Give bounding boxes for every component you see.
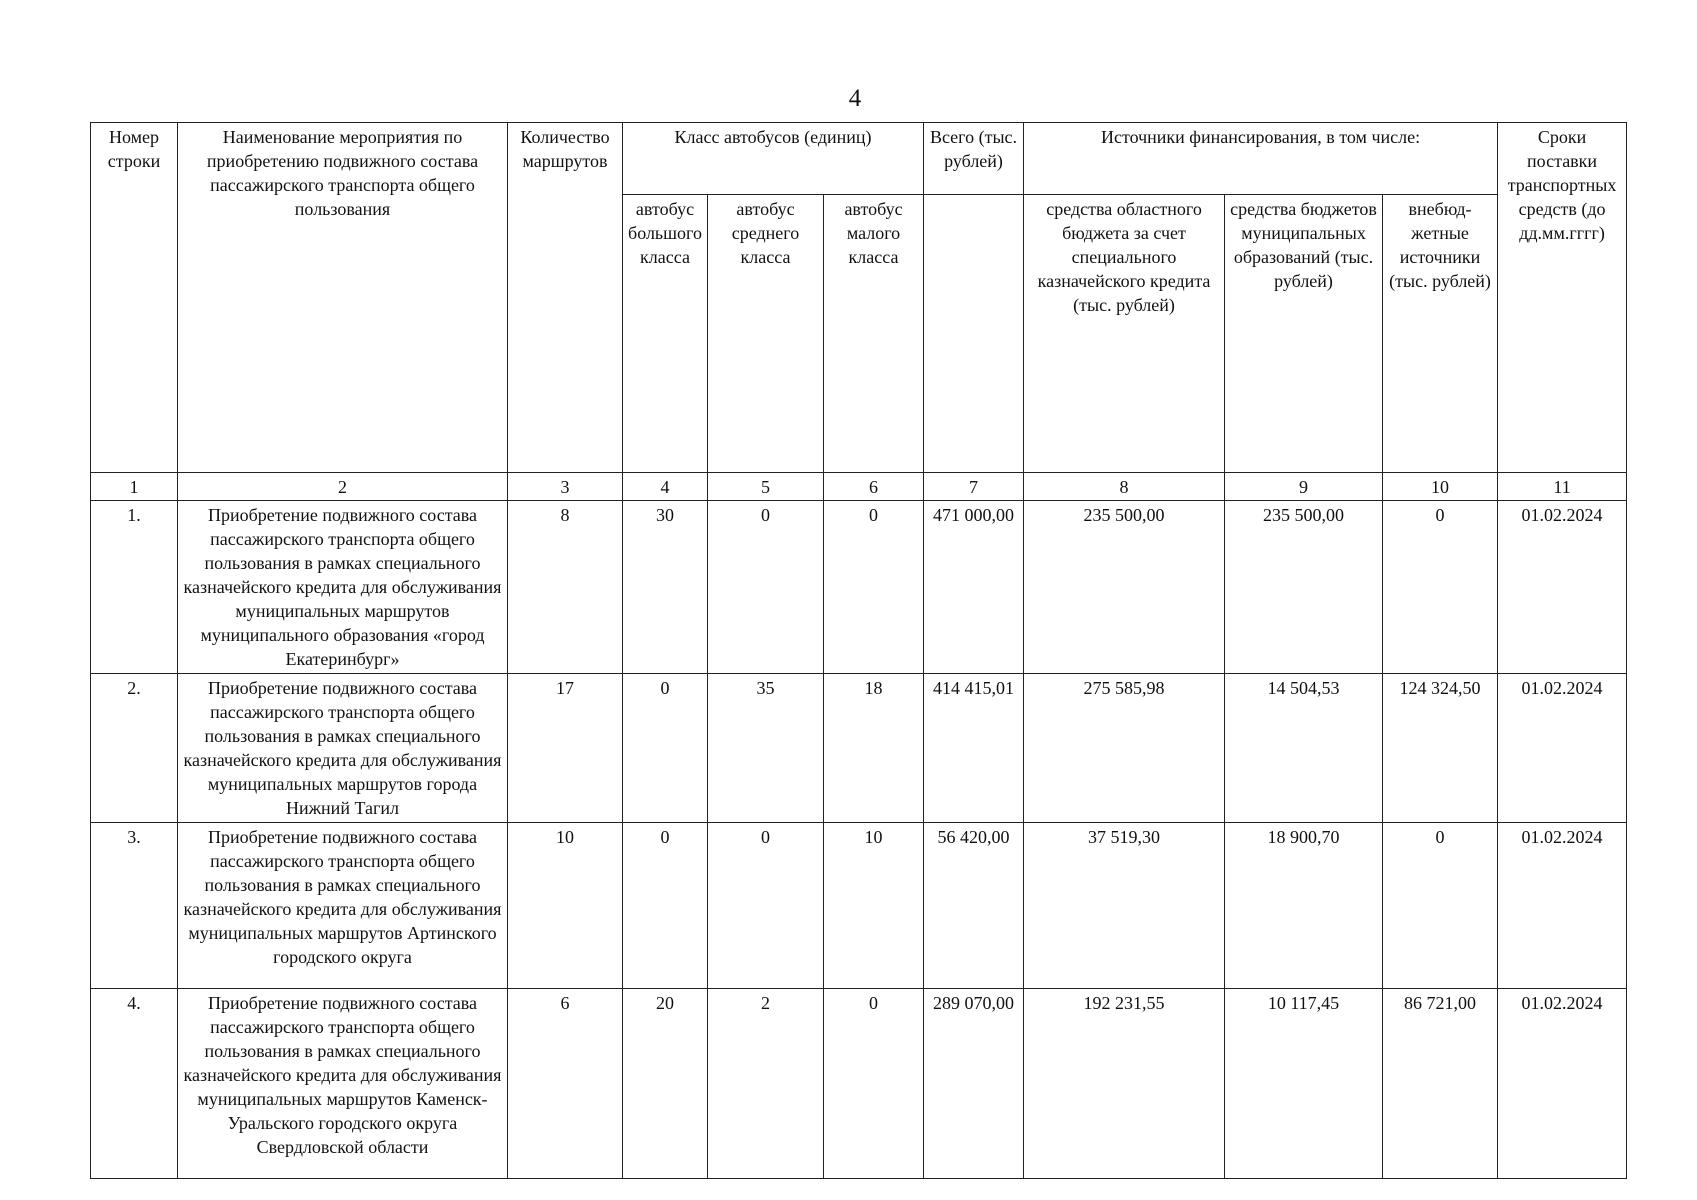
routes-count: 6: [508, 989, 623, 1179]
event-name: Приобретение подвижного состава пассажирского транспорта общего пользования в рамках специального казначейского кредита для обслуживания муниципальных маршрутов муниципального образования «город Екатеринбург»: [178, 501, 508, 674]
header-funding-sources: Источники финансирования, в том числе:: [1024, 123, 1498, 195]
bus-procurement-table: [90, 122, 1627, 1179]
column-number: 6: [824, 473, 924, 501]
table-row: [91, 989, 1627, 1179]
row-number: 4.: [91, 989, 178, 1179]
extrabudgetary-amount: 86 721,00: [1383, 989, 1498, 1179]
regional-budget-amount: 37 519,30: [1024, 823, 1225, 989]
table-row: [91, 823, 1627, 989]
extrabudgetary-amount: 124 324,50: [1383, 674, 1498, 823]
column-number: 4: [623, 473, 708, 501]
column-number: 3: [508, 473, 623, 501]
bus-small-count: 0: [824, 989, 924, 1179]
column-number: 8: [1024, 473, 1225, 501]
event-name: Приобретение подвижного состава пассажирского транспорта общего пользования в рамках специального казначейского кредита для обслуживания муниципальных маршрутов Каменск-Уральского городского округа Свердловской области: [178, 989, 508, 1179]
municipal-budget-amount: 10 117,45: [1225, 989, 1383, 1179]
bus-large-count: 0: [623, 674, 708, 823]
regional-budget-amount: 235 500,00: [1024, 501, 1225, 674]
header-extrabudgetary: внебюд-жетные источники (тыс. рублей): [1383, 195, 1498, 473]
column-number: 11: [1498, 473, 1627, 501]
bus-medium-count: 2: [708, 989, 824, 1179]
page-number: 4: [848, 85, 862, 112]
bus-large-count: 30: [623, 501, 708, 674]
delivery-date: 01.02.2024: [1498, 501, 1627, 674]
routes-count: 10: [508, 823, 623, 989]
header-event-name: Наименование мероприятия по приобретению подвижного состава пассажирского транспорта общего пользования: [178, 123, 508, 473]
extrabudgetary-amount: 0: [1383, 823, 1498, 989]
header-municipal-budgets: средства бюджетов муниципальных образований (тыс. рублей): [1225, 195, 1383, 473]
header-bus-class: Класс автобусов (единиц): [623, 123, 924, 195]
municipal-budget-amount: 235 500,00: [1225, 501, 1383, 674]
bus-large-count: 0: [623, 823, 708, 989]
column-number: 7: [924, 473, 1024, 501]
delivery-date: 01.02.2024: [1498, 674, 1627, 823]
delivery-date: 01.02.2024: [1498, 823, 1627, 989]
column-number: 1: [91, 473, 178, 501]
bus-large-count: 20: [623, 989, 708, 1179]
header-bus-large: автобус большого класса: [623, 195, 708, 473]
header-bus-medium: автобус среднего класса: [708, 195, 824, 473]
header-delivery-dates: Сроки поставки транспортных средств (до дд.мм.гггг): [1498, 123, 1627, 473]
municipal-budget-amount: 14 504,53: [1225, 674, 1383, 823]
total-amount: 56 420,00: [924, 823, 1024, 989]
table-row: [91, 501, 1627, 674]
column-number: 9: [1225, 473, 1383, 501]
total-amount: 414 415,01: [924, 674, 1024, 823]
header-bus-small: автобус малого класса: [824, 195, 924, 473]
routes-count: 17: [508, 674, 623, 823]
bus-medium-count: 0: [708, 501, 824, 674]
column-number: 2: [178, 473, 508, 501]
header-regional-budget: средства областного бюджета за счет специального казначейского кредита (тыс. рублей): [1024, 195, 1225, 473]
column-number: 5: [708, 473, 824, 501]
header-row-number: Номер строки: [91, 123, 178, 473]
event-name: Приобретение подвижного состава пассажирского транспорта общего пользования в рамках специального казначейского кредита для обслуживания муниципальных маршрутов Артинского городского округа: [178, 823, 508, 989]
table-row: [91, 674, 1627, 823]
total-amount: 471 000,00: [924, 501, 1024, 674]
column-number: 10: [1383, 473, 1498, 501]
header-total-empty: [924, 195, 1024, 473]
bus-small-count: 10: [824, 823, 924, 989]
bus-small-count: 18: [824, 674, 924, 823]
bus-medium-count: 35: [708, 674, 824, 823]
regional-budget-amount: 275 585,98: [1024, 674, 1225, 823]
municipal-budget-amount: 18 900,70: [1225, 823, 1383, 989]
row-number: 2.: [91, 674, 178, 823]
column-numbers-row: [91, 473, 1627, 501]
extrabudgetary-amount: 0: [1383, 501, 1498, 674]
event-name: Приобретение подвижного состава пассажирского транспорта общего пользования в рамках специального казначейского кредита для обслуживания муниципальных маршрутов города Нижний Тагил: [178, 674, 508, 823]
bus-small-count: 0: [824, 501, 924, 674]
row-number: 1.: [91, 501, 178, 674]
header-routes-count: Количество маршрутов: [508, 123, 623, 473]
total-amount: 289 070,00: [924, 989, 1024, 1179]
routes-count: 8: [508, 501, 623, 674]
delivery-date: 01.02.2024: [1498, 989, 1627, 1179]
row-number: 3.: [91, 823, 178, 989]
bus-medium-count: 0: [708, 823, 824, 989]
header-total: Всего (тыс. рублей): [924, 123, 1024, 195]
regional-budget-amount: 192 231,55: [1024, 989, 1225, 1179]
header-row-1: [91, 123, 1627, 195]
